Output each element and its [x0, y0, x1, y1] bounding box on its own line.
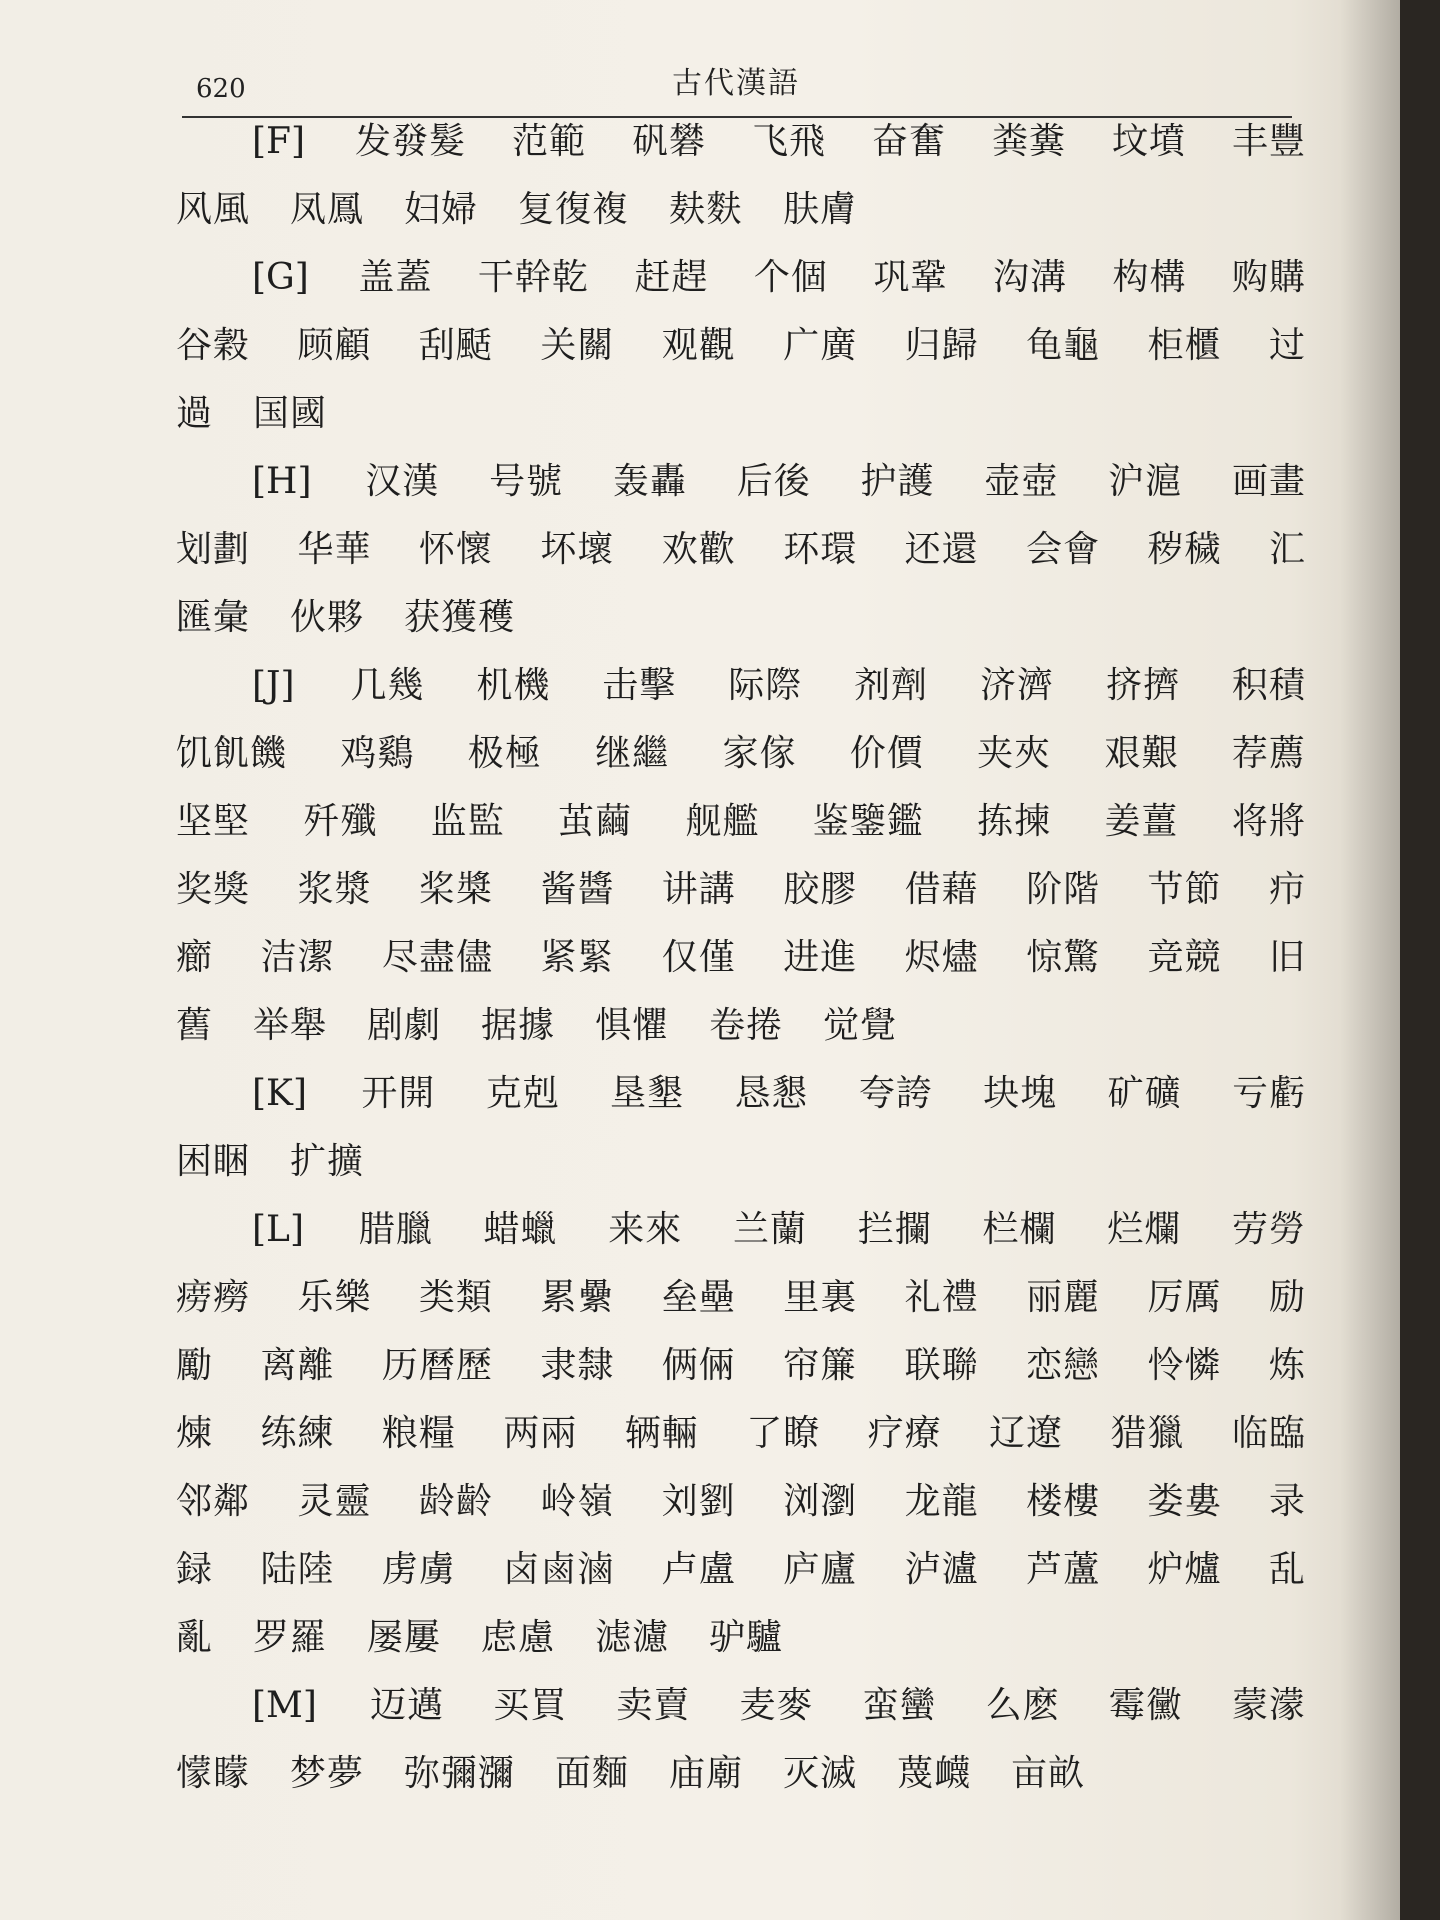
character-pair: 会會	[1026, 529, 1101, 570]
character-pair: 妇婦	[404, 189, 479, 230]
character-pair: 礼禮	[904, 1277, 979, 1318]
character-pair: 家傢	[722, 733, 797, 774]
character-pair: 坚堅	[176, 801, 251, 842]
character-pair: 茧繭	[558, 801, 633, 842]
character-pair: 龙龍	[904, 1481, 979, 1522]
character-pair: 巩鞏	[873, 257, 948, 298]
text-line	[176, 244, 1306, 312]
character-pair: 刮颳	[418, 325, 493, 366]
character-pair: 驴驢	[709, 1617, 784, 1658]
character-pair: 困睏	[176, 1141, 251, 1182]
character-pair: 亏虧	[1231, 1073, 1306, 1114]
character-pair: 炉爐	[1147, 1549, 1222, 1590]
character-pair: 弥彌瀰	[404, 1753, 516, 1794]
text-line	[176, 380, 1306, 448]
character-pair: 国國	[253, 393, 328, 434]
character-pair: 克剋	[485, 1073, 560, 1114]
character-pair: 桨槳	[418, 869, 493, 910]
character-pair: 两兩	[503, 1413, 578, 1454]
character-pair: 庙廟	[669, 1753, 744, 1794]
character-pair: 録	[176, 1549, 214, 1590]
character-pair: 极極	[467, 733, 542, 774]
character-pair: 惊驚	[1026, 937, 1101, 978]
text-line	[176, 312, 1306, 380]
character-pair: 舊	[176, 1005, 214, 1046]
section-letter: [G]	[252, 257, 309, 298]
character-pair: 娄婁	[1147, 1481, 1222, 1522]
character-pair: 舰艦	[685, 801, 760, 842]
character-pair: 累纍	[540, 1277, 615, 1318]
character-pair: 进進	[783, 937, 858, 978]
character-pair: 恳懇	[734, 1073, 809, 1114]
character-pair: 环環	[783, 529, 858, 570]
character-pair: 鸡鷄	[340, 733, 415, 774]
character-pair: 虑慮	[481, 1617, 556, 1658]
character-pair: 浆漿	[297, 869, 372, 910]
character-pair: 剂劑	[854, 665, 929, 706]
character-pair: 柜櫃	[1147, 325, 1222, 366]
character-pair: 亂	[176, 1617, 214, 1658]
character-pair: 矾礬	[632, 121, 707, 162]
character-pair: 积積	[1231, 665, 1306, 706]
character-pair: 乱	[1268, 1549, 1306, 1590]
character-pair: 亩畝	[1011, 1753, 1086, 1794]
text-line	[176, 1468, 1306, 1536]
character-pair: 霉黴	[1108, 1685, 1183, 1726]
running-title: 古代漢語	[672, 66, 800, 101]
section-letter: [K]	[252, 1073, 307, 1114]
character-pair: 继繼	[595, 733, 670, 774]
character-pair: 凤鳳	[290, 189, 365, 230]
character-pair: 蛮蠻	[862, 1685, 937, 1726]
character-pair: 尽盡儘	[381, 937, 493, 978]
character-pair: 际際	[728, 665, 803, 706]
character-pair: 盖蓋	[358, 257, 433, 298]
character-pair: 干幹乾	[477, 257, 589, 298]
character-pair: 浏瀏	[783, 1481, 858, 1522]
character-pair: 灵靈	[297, 1481, 372, 1522]
character-pair: 将將	[1231, 801, 1306, 842]
character-pair: 谷穀	[176, 325, 251, 366]
character-pair: 蔑衊	[897, 1753, 972, 1794]
character-pair: 范範	[512, 121, 587, 162]
character-pair: 观觀	[661, 325, 736, 366]
character-pair: 紧緊	[540, 937, 615, 978]
character-pair: 岭嶺	[540, 1481, 615, 1522]
character-pair: 怜憐	[1147, 1345, 1222, 1386]
character-pair: 发發髮	[355, 121, 467, 162]
character-pair: 厉厲	[1147, 1277, 1222, 1318]
character-pair: 麦麥	[739, 1685, 814, 1726]
character-pair: 赶趕	[634, 257, 709, 298]
character-pair: 击擊	[602, 665, 677, 706]
character-pair: 垒壘	[661, 1277, 736, 1318]
text-line	[176, 856, 1306, 924]
character-pair: 面麵	[555, 1753, 630, 1794]
character-pair: 乐樂	[297, 1277, 372, 1318]
character-pair: 秽穢	[1147, 529, 1222, 570]
character-pair: 過	[176, 393, 214, 434]
character-pair: 疖	[1268, 869, 1306, 910]
text-line	[176, 788, 1306, 856]
text-line	[176, 1264, 1306, 1332]
character-pair: 归歸	[904, 325, 979, 366]
text-line	[176, 652, 1306, 720]
character-pair: 猎獵	[1110, 1413, 1185, 1454]
text-line	[176, 1196, 1306, 1264]
character-pair: 庐廬	[783, 1549, 858, 1590]
character-pair: 画畫	[1231, 461, 1306, 502]
character-pair: 监監	[430, 801, 505, 842]
character-pair: 刘劉	[661, 1481, 736, 1522]
character-pair: 买買	[493, 1685, 568, 1726]
text-line	[176, 516, 1306, 584]
character-pair: 栏欄	[982, 1209, 1057, 1250]
character-pair: 奖獎	[176, 869, 251, 910]
text-line	[176, 720, 1306, 788]
character-pair: 据據	[481, 1005, 556, 1046]
text-line	[176, 448, 1306, 516]
character-pair: 癤	[176, 937, 214, 978]
page-gutter-shadow	[1340, 0, 1400, 1920]
character-pair: 离離	[260, 1345, 335, 1386]
character-pair: 懞矇	[176, 1753, 251, 1794]
character-pair: 借藉	[904, 869, 979, 910]
character-pair: 姜薑	[1104, 801, 1179, 842]
character-pair: 帘簾	[783, 1345, 858, 1386]
character-pair: 胶膠	[783, 869, 858, 910]
character-pair: 号號	[489, 461, 564, 502]
character-pair: 恋戀	[1026, 1345, 1101, 1386]
page-number: 620	[196, 74, 246, 104]
character-pair: 举舉	[253, 1005, 328, 1046]
character-pair: 关關	[540, 325, 615, 366]
character-pair: 华華	[297, 529, 372, 570]
character-pair: 扩擴	[290, 1141, 365, 1182]
character-pair: 粪糞	[991, 121, 1066, 162]
character-pair: 煉	[176, 1413, 214, 1454]
character-pair: 垦墾	[610, 1073, 685, 1114]
section-letter: [L]	[252, 1209, 304, 1250]
character-pair: 轰轟	[612, 461, 687, 502]
text-line	[176, 108, 1306, 176]
character-pair: 迈邁	[370, 1685, 445, 1726]
character-pair: 还還	[904, 529, 979, 570]
text-line	[176, 1604, 1306, 1672]
character-pair: 觉覺	[823, 1005, 898, 1046]
character-pair: 劳勞	[1231, 1209, 1306, 1250]
character-pair: 顾顧	[297, 325, 372, 366]
character-pair: 勵	[176, 1345, 214, 1386]
character-pair: 鉴鑒鑑	[812, 801, 924, 842]
character-pair: 汇	[1268, 529, 1306, 570]
character-pair: 荐薦	[1231, 733, 1306, 774]
character-pair: 几幾	[350, 665, 425, 706]
character-pair: 机機	[476, 665, 551, 706]
character-pair: 节節	[1147, 869, 1222, 910]
character-pair: 来來	[608, 1209, 683, 1250]
character-pair: 炼	[1268, 1345, 1306, 1386]
character-pair: 兰蘭	[732, 1209, 807, 1250]
character-pair: 歼殲	[303, 801, 378, 842]
character-pair: 肤膚	[783, 189, 858, 230]
character-pair: 夸誇	[858, 1073, 933, 1114]
text-line	[176, 1672, 1306, 1740]
character-pair: 腊臘	[358, 1209, 433, 1250]
character-pair: 酱醬	[540, 869, 615, 910]
character-pair: 辽遼	[989, 1413, 1064, 1454]
text-line	[176, 1740, 1306, 1808]
character-table	[176, 108, 1306, 1808]
character-pair: 沟溝	[992, 257, 1067, 298]
character-pair: 过	[1268, 325, 1306, 366]
character-pair: 划劃	[176, 529, 251, 570]
text-line	[176, 924, 1306, 992]
character-pair: 怀懷	[418, 529, 493, 570]
character-pair: 风風	[176, 189, 251, 230]
character-pair: 楼樓	[1026, 1481, 1101, 1522]
character-pair: 坏壞	[540, 529, 615, 570]
character-pair: 拣揀	[977, 801, 1052, 842]
character-pair: 临臨	[1231, 1413, 1306, 1454]
character-pair: 旧	[1268, 937, 1306, 978]
character-pair: 购購	[1231, 257, 1306, 298]
character-pair: 卢盧	[661, 1549, 736, 1590]
text-line	[176, 176, 1306, 244]
character-pair: 龟龜	[1026, 325, 1101, 366]
section-letter: [J]	[252, 665, 295, 706]
text-line	[176, 584, 1306, 652]
character-pair: 联聯	[904, 1345, 979, 1386]
character-pair: 个個	[753, 257, 828, 298]
character-pair: 匯彙	[176, 597, 251, 638]
text-line	[176, 1400, 1306, 1468]
character-pair: 卷捲	[709, 1005, 784, 1046]
character-pair: 坟墳	[1111, 121, 1186, 162]
character-pair: 陆陸	[260, 1549, 335, 1590]
character-pair: 龄齡	[418, 1481, 493, 1522]
character-pair: 广廣	[783, 325, 858, 366]
character-pair: 矿礦	[1107, 1073, 1182, 1114]
character-pair: 获獲穫	[404, 597, 516, 638]
character-pair: 伙夥	[290, 597, 365, 638]
character-pair: 壶壺	[984, 461, 1059, 502]
character-pair: 济濟	[980, 665, 1055, 706]
character-pair: 汉漢	[365, 461, 440, 502]
character-pair: 了瞭	[746, 1413, 821, 1454]
character-pair: 烂爛	[1107, 1209, 1182, 1250]
character-pair: 护護	[860, 461, 935, 502]
character-pair: 邻鄰	[176, 1481, 251, 1522]
character-pair: 飞飛	[752, 121, 827, 162]
character-pair: 丽麗	[1026, 1277, 1101, 1318]
character-pair: 灭滅	[783, 1753, 858, 1794]
character-pair: 蒙濛	[1231, 1685, 1306, 1726]
character-pair: 虏虜	[381, 1549, 456, 1590]
character-pair: 丰豐	[1231, 121, 1306, 162]
character-pair: 疗療	[867, 1413, 942, 1454]
character-pair: 讲講	[661, 869, 736, 910]
character-pair: 梦夢	[290, 1753, 365, 1794]
character-pair: 开開	[361, 1073, 436, 1114]
character-pair: 芦蘆	[1026, 1549, 1101, 1590]
character-pair: 沪滬	[1108, 461, 1183, 502]
character-pair: 屡屢	[367, 1617, 442, 1658]
section-letter: [H]	[252, 461, 312, 502]
character-pair: 拦攔	[857, 1209, 932, 1250]
character-pair: 类類	[418, 1277, 493, 1318]
character-pair: 里裏	[783, 1277, 858, 1318]
character-pair: 辆輛	[624, 1413, 699, 1454]
character-pair: 仅僅	[661, 937, 736, 978]
character-pair: 卤鹵滷	[503, 1549, 615, 1590]
section-letter: [M]	[252, 1685, 317, 1726]
character-pair: 后後	[736, 461, 811, 502]
character-pair: 饥飢饑	[176, 733, 288, 774]
character-pair: 洁潔	[260, 937, 335, 978]
text-line	[176, 1332, 1306, 1400]
character-pair: 蜡蠟	[483, 1209, 558, 1250]
character-pair: 价價	[849, 733, 924, 774]
character-pair: 卖賣	[616, 1685, 691, 1726]
character-pair: 夹夾	[977, 733, 1052, 774]
character-pair: 构構	[1112, 257, 1187, 298]
section-letter: [F]	[252, 121, 306, 162]
character-pair: 俩倆	[661, 1345, 736, 1386]
character-pair: 惧懼	[595, 1005, 670, 1046]
text-line	[176, 992, 1306, 1060]
character-pair: 练練	[260, 1413, 335, 1454]
text-line	[176, 1128, 1306, 1196]
character-pair: 块塊	[983, 1073, 1058, 1114]
character-pair: 欢歡	[661, 529, 736, 570]
character-pair: 痨癆	[176, 1277, 251, 1318]
character-pair: 挤擠	[1105, 665, 1180, 706]
text-line	[176, 1536, 1306, 1604]
character-pair: 麸麩	[669, 189, 744, 230]
character-pair: 竞競	[1147, 937, 1222, 978]
text-line	[176, 1060, 1306, 1128]
character-pair: 滤濾	[595, 1617, 670, 1658]
character-pair: 励	[1268, 1277, 1306, 1318]
character-pair: 艰艱	[1104, 733, 1179, 774]
character-pair: 奋奮	[871, 121, 946, 162]
character-pair: 录	[1268, 1481, 1306, 1522]
character-pair: 么麽	[985, 1685, 1060, 1726]
character-pair: 粮糧	[381, 1413, 456, 1454]
character-pair: 泸瀘	[904, 1549, 979, 1590]
character-pair: 历曆歷	[381, 1345, 493, 1386]
character-pair: 罗羅	[253, 1617, 328, 1658]
character-pair: 剧劇	[367, 1005, 442, 1046]
character-pair: 隶隸	[540, 1345, 615, 1386]
character-pair: 烬燼	[904, 937, 979, 978]
character-pair: 阶階	[1026, 869, 1101, 910]
character-pair: 复復複	[518, 189, 630, 230]
